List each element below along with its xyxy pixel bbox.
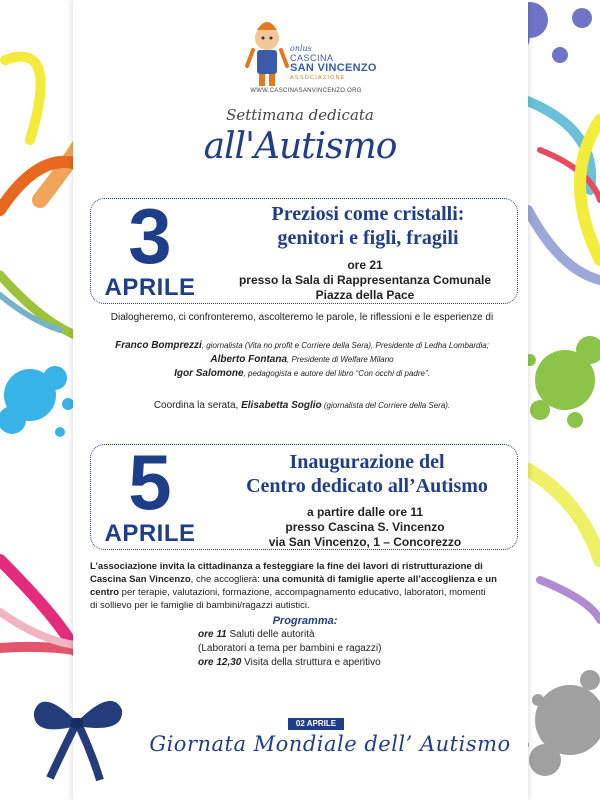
event-2-description (90, 560, 520, 612)
event-2-place-1: presso Cascina S. Vincenzo (285, 520, 445, 534)
program-item-2-time: ore 12,30 (198, 657, 242, 668)
footer-title: Giornata Mondiale dell’ Autismo (149, 732, 511, 756)
logo-line-1: CASCINA (290, 53, 334, 63)
event-1-place-1: presso la Sala di Rappresentanza Comunale (238, 273, 492, 287)
event-2-desc-line-b (90, 573, 520, 586)
speaker-3 (82, 367, 522, 381)
event-1-place-2: Piazza della Pace (315, 288, 415, 302)
event-2-desc-line-a: L’associazione invita la cittadinanza a festeggiare la fine dei lavori di ristrutturazione di (90, 561, 483, 572)
speaker-3-name: Igor Salomone (174, 368, 244, 379)
event-1-title-1: Preziosi come cristalli: (271, 203, 465, 225)
program-item-1-sub: (Laboratori a tema per bambini e ragazzi) (198, 643, 382, 654)
event-2-desc-b: , che accoglierà: (190, 574, 263, 585)
event-1-day: 3 (128, 192, 172, 280)
moderator-name: Elisabetta Soglio (241, 400, 322, 411)
event-2-title-2: Centro dedicato all’Autismo (246, 475, 488, 497)
header-subtitle: Settimana dedicata (226, 106, 374, 124)
program-item-1 (198, 628, 458, 642)
moderator-desc: (giornalista del Corriere della Sera). (321, 401, 451, 410)
event-1-time: ore 21 (347, 258, 383, 272)
program-item-1-time: ore 11 (198, 629, 227, 640)
event-1-intro: Dialogheremo, ci confronteremo, ascolteremo le parole, le riflessioni e le esperienze di (110, 312, 494, 323)
program-item-2-desc: Visita della struttura e aperitivo (241, 657, 381, 668)
speaker-3-desc: , pedagogista e autore del libro “Con occhi di padre”. (243, 369, 430, 378)
event-2-day: 5 (128, 438, 172, 526)
event-2-desc-c-bold: centro (90, 587, 120, 598)
program-heading: Programma: (272, 615, 338, 627)
moderator (82, 399, 522, 413)
event-1-title-2: genitori e figli, fragili (277, 227, 459, 249)
speaker-1-name: Franco Bomprezzi (115, 340, 202, 351)
website-url: WWW.CASCINASANVINCENZO.ORG (250, 88, 362, 94)
speaker-2 (82, 353, 522, 367)
speaker-2-name: Alberto Fontana (210, 354, 288, 365)
event-2-desc-line-d: di sollievo per le famiglie di bambini/ragazzi autistici. (90, 600, 310, 611)
event-2-desc-b-bold: Cascina San Vincenzo (90, 574, 191, 585)
header-title: all'Autismo (203, 126, 397, 167)
event-1-month: APRILE (104, 274, 196, 301)
program-item-1-desc: Saluti delle autorità (226, 629, 315, 640)
date-badge: 02 APRILE (288, 718, 344, 730)
program-item-2 (198, 656, 458, 670)
speaker-1 (82, 339, 522, 353)
logo-line-3: ASSOCIAZIONE (290, 75, 346, 81)
event-2-title-1: Inaugurazione del (289, 451, 445, 473)
moderator-prefix: Coordina la serata, (153, 400, 242, 411)
event-2-month: APRILE (104, 520, 196, 547)
event-2-time: a partire dalle ore 11 (306, 505, 424, 519)
speaker-2-desc: , Presidente di Welfare Milano (287, 355, 394, 364)
blue-ribbon-bow-icon (22, 682, 132, 782)
event-2-desc-c: per terapie, valutazioni, formazione, accompagnamento educativo, laboratori, momenti (119, 587, 486, 598)
event-2-place-2: via San Vincenzo, 1 – Concorezzo (268, 535, 462, 549)
speaker-1-desc: , giornalista (Vita no profit e Corriere della Sera), Presidente di Ledha Lombardia; (201, 341, 489, 350)
logo-onlus: onlus (290, 44, 312, 53)
event-2-desc-b-bold2: una comunità di famiglie aperte all’accoglienza e un (262, 574, 497, 585)
event-2-desc-line-c (90, 586, 520, 599)
logo-line-2: SAN VINCENZO (290, 62, 377, 74)
